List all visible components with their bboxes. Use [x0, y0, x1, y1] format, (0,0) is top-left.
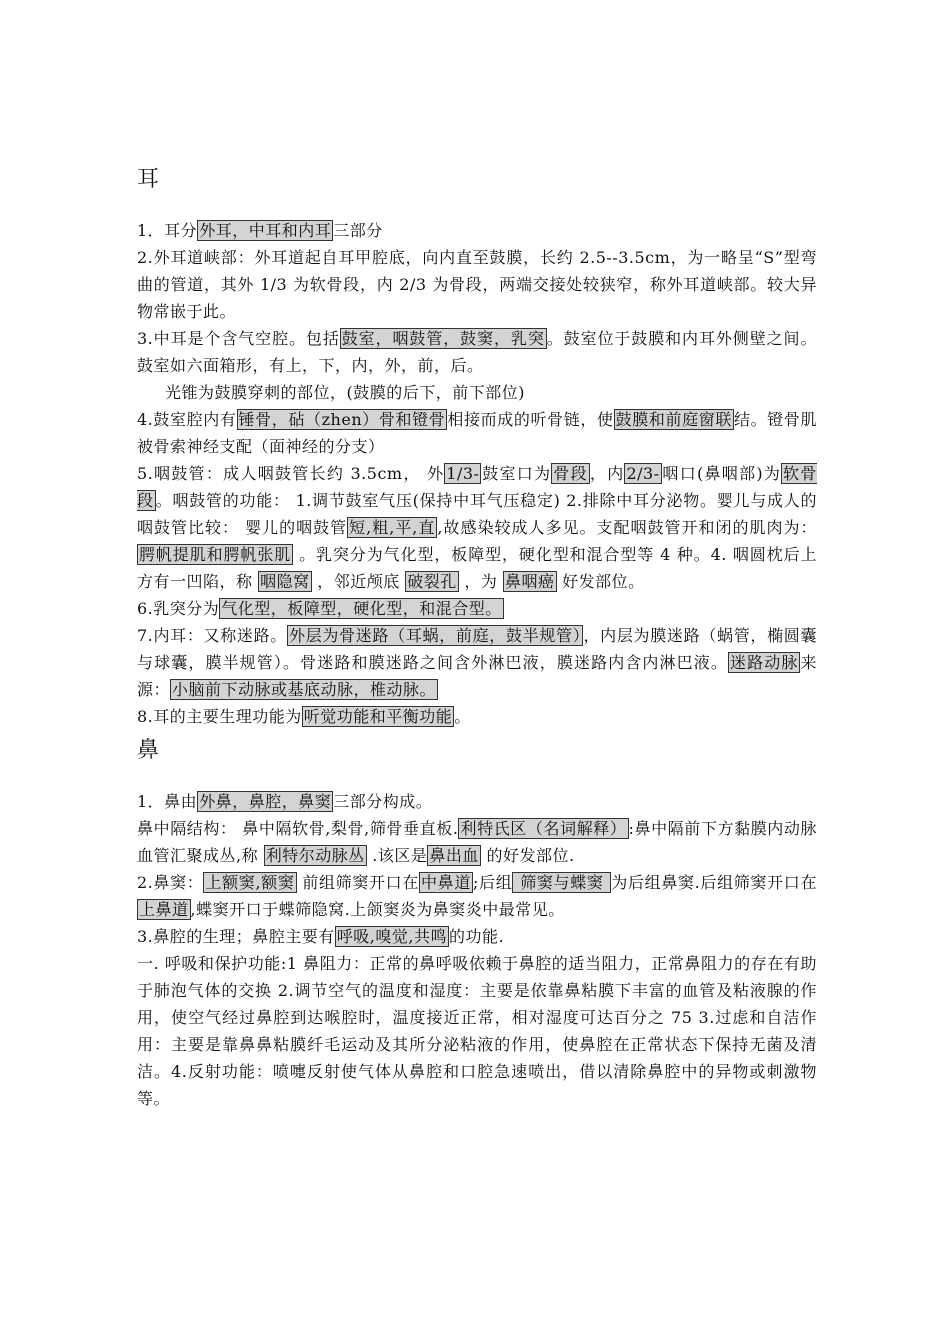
ear-item-3-note: 光锥为鼓膜穿刺的部位，(鼓膜的后下，前下部位): [165, 383, 525, 402]
text: 三部分: [333, 221, 383, 240]
text: 2.鼻窦：: [137, 873, 204, 892]
text: 鼻中隔结构： 鼻中隔软骨,梨骨,筛骨垂直板.: [137, 819, 459, 838]
highlight: 鼓室，咽鼓管，鼓窦，乳突: [341, 329, 545, 348]
document-page: [137, 165, 817, 1112]
highlight: 迷路动脉: [730, 653, 799, 672]
text: 7.内耳：又称迷路。: [137, 626, 287, 645]
highlight: 外鼻，鼻腔，鼻窦: [199, 792, 332, 811]
highlight: 呼吸,嗅觉,共鸣: [336, 927, 447, 946]
text: 6.乳突分为: [137, 599, 220, 618]
ear-item-8: [137, 703, 817, 730]
ear-item-5: [137, 460, 817, 595]
nose-item-3: [137, 923, 817, 950]
highlight: 气化型，板障型，硬化型，和混合型。: [221, 599, 502, 618]
highlight: 上鼻道: [139, 900, 189, 919]
highlight: 鼻出血: [429, 846, 479, 865]
text: 3.中耳是个含气空腔。包括: [137, 329, 340, 348]
ear-item-6: [137, 595, 817, 622]
text: 三部分构成。: [333, 792, 433, 811]
highlight: 外层为骨迷路（耳蜗，前庭，鼓半规管）: [289, 626, 582, 645]
text: 为后组鼻窦.后组筛窦开口在: [611, 873, 817, 892]
highlight: 利特氏区（名词解释）: [460, 819, 627, 838]
ear-item-2: 2.外耳道峡部：外耳道起自耳甲腔底，向内直至鼓膜，长约 2.5--3.5cm，为一略呈“S”型弯曲的管道，其外 1/3 为软骨段，内 2/3 为骨段，两端交接处较狭窄，称外耳道峡部。较大异物常嵌于此。: [137, 248, 817, 321]
text: 。: [454, 707, 471, 726]
highlight: 1/3-: [446, 464, 480, 483]
text: 的好发部位.: [480, 846, 575, 865]
nose-function-paragraph: 一. 呼吸和保护功能:1 鼻阻力：正常的鼻呼吸依赖于鼻腔的适当阻力，正常鼻阻力的存在有助于肺泡气体的交换 2.调节空气的温度和湿度：主要是依靠鼻粘膜下丰富的血管及粘液腺的作用，使空气经过鼻腔到达喉腔时，温度接近正常，相对湿度可达百分之 75 3.过虑和自洁作用：主要是靠鼻鼻粘膜纤毛运动及其所分泌粘液的作用，使鼻腔在正常状态下保持无菌及清洁。4.反射功能：喷嚏反射使气体从鼻腔和口腔急速喷出，借以清除鼻腔中的异物或刺激物等。: [137, 954, 817, 1108]
highlight: 小脑前下动脉或基底动脉，椎动脉。: [172, 680, 437, 699]
text: ，为: [458, 572, 503, 591]
text: ，内层为膜迷路（蜗管，椭圆囊与球囊，膜半规管）。骨迷路和膜迷路之间含外淋巴液，膜迷路内含内淋巴液。: [137, 626, 817, 672]
text: 咽口(鼻咽部)为: [661, 464, 782, 483]
text: 好发部位。: [556, 572, 645, 591]
text: 8.耳的主要生理功能为: [137, 707, 302, 726]
text: 。咽鼓管的功能： 1.调节鼓室气压(保持中耳气压稳定) 2.排除中耳分泌物。婴儿与成人的咽鼓管比较： 婴儿的咽鼓管: [137, 491, 817, 537]
highlight: 软骨段: [137, 464, 817, 510]
text: 鼓室口为: [481, 464, 552, 483]
highlight: 利特尔动脉丛: [265, 846, 365, 865]
ear-heading: 耳: [137, 167, 160, 192]
highlight: 鼓膜和前庭窗联: [615, 410, 732, 429]
text: 。乳突分为气化型，板障型，硬化型和混合型等 4 种。4. 咽圆枕后上方有一凹陷，称: [137, 545, 817, 591]
text: .该区是: [366, 846, 428, 865]
highlight: 上额窦,额窦: [205, 873, 295, 892]
highlight: 鼻咽癌: [505, 572, 555, 591]
highlight: 破裂孔: [407, 572, 457, 591]
text: 4.鼓室腔内有: [137, 410, 237, 429]
highlight: 骨段: [553, 464, 588, 483]
nose-item-1: [137, 788, 817, 815]
text: ，邻近颅底: [311, 572, 406, 591]
text: 的功能.: [448, 927, 505, 946]
text: 前组筛窦开口在: [296, 873, 420, 892]
highlight: 听觉功能和平衡功能: [303, 707, 453, 726]
highlight: 咽隐窝: [260, 572, 310, 591]
highlight: 外耳，中耳和内耳: [199, 221, 332, 240]
text: 结。镫骨肌被骨索神经支配（面神经的分支）: [137, 410, 817, 456]
text: 3.鼻腔的生理；鼻腔主要有: [137, 927, 335, 946]
nose-item-2: [137, 869, 817, 923]
text: 1．鼻由: [137, 792, 198, 811]
text: 相接而成的听骨链，使: [447, 410, 614, 429]
text: 5.咽鼓管：成人咽鼓管长约 3.5cm， 外: [137, 464, 445, 483]
text: 。鼓室位于鼓膜和内耳外侧壁之间。鼓室如六面箱形，有上，下，内，外，前，后。: [137, 329, 817, 375]
highlight: 锤骨，砧（zhen）骨和镫骨: [238, 410, 446, 429]
highlight: 筛窦与蝶窦: [514, 873, 610, 892]
nose-septum: [137, 815, 817, 869]
nose-heading: 鼻: [137, 738, 160, 763]
text: :鼻中隔前下方黏膜内动脉血管汇聚成丛,称: [137, 819, 817, 865]
highlight: 腭帆提肌和腭帆张肌: [139, 545, 292, 564]
ear-item-1: [137, 217, 817, 244]
highlight: 短,粗,平,直: [349, 518, 436, 537]
ear-item-3: [137, 325, 817, 379]
text: ,故感染较成人多见。支配咽鼓管开和闭的肌肉为：: [437, 518, 818, 537]
text: ;后组: [473, 873, 513, 892]
text: 来源：: [137, 653, 817, 699]
ear-item-7: [137, 622, 817, 703]
text: ,蝶窦开口于蝶筛隐窝.上颌窦炎为鼻窦炎中最常见。: [190, 900, 565, 919]
text: ，内: [589, 464, 625, 483]
highlight: 2/3-: [626, 464, 660, 483]
ear-item-4: [137, 406, 817, 460]
highlight: 中鼻道: [421, 873, 472, 892]
text: 1．耳分: [137, 221, 198, 240]
